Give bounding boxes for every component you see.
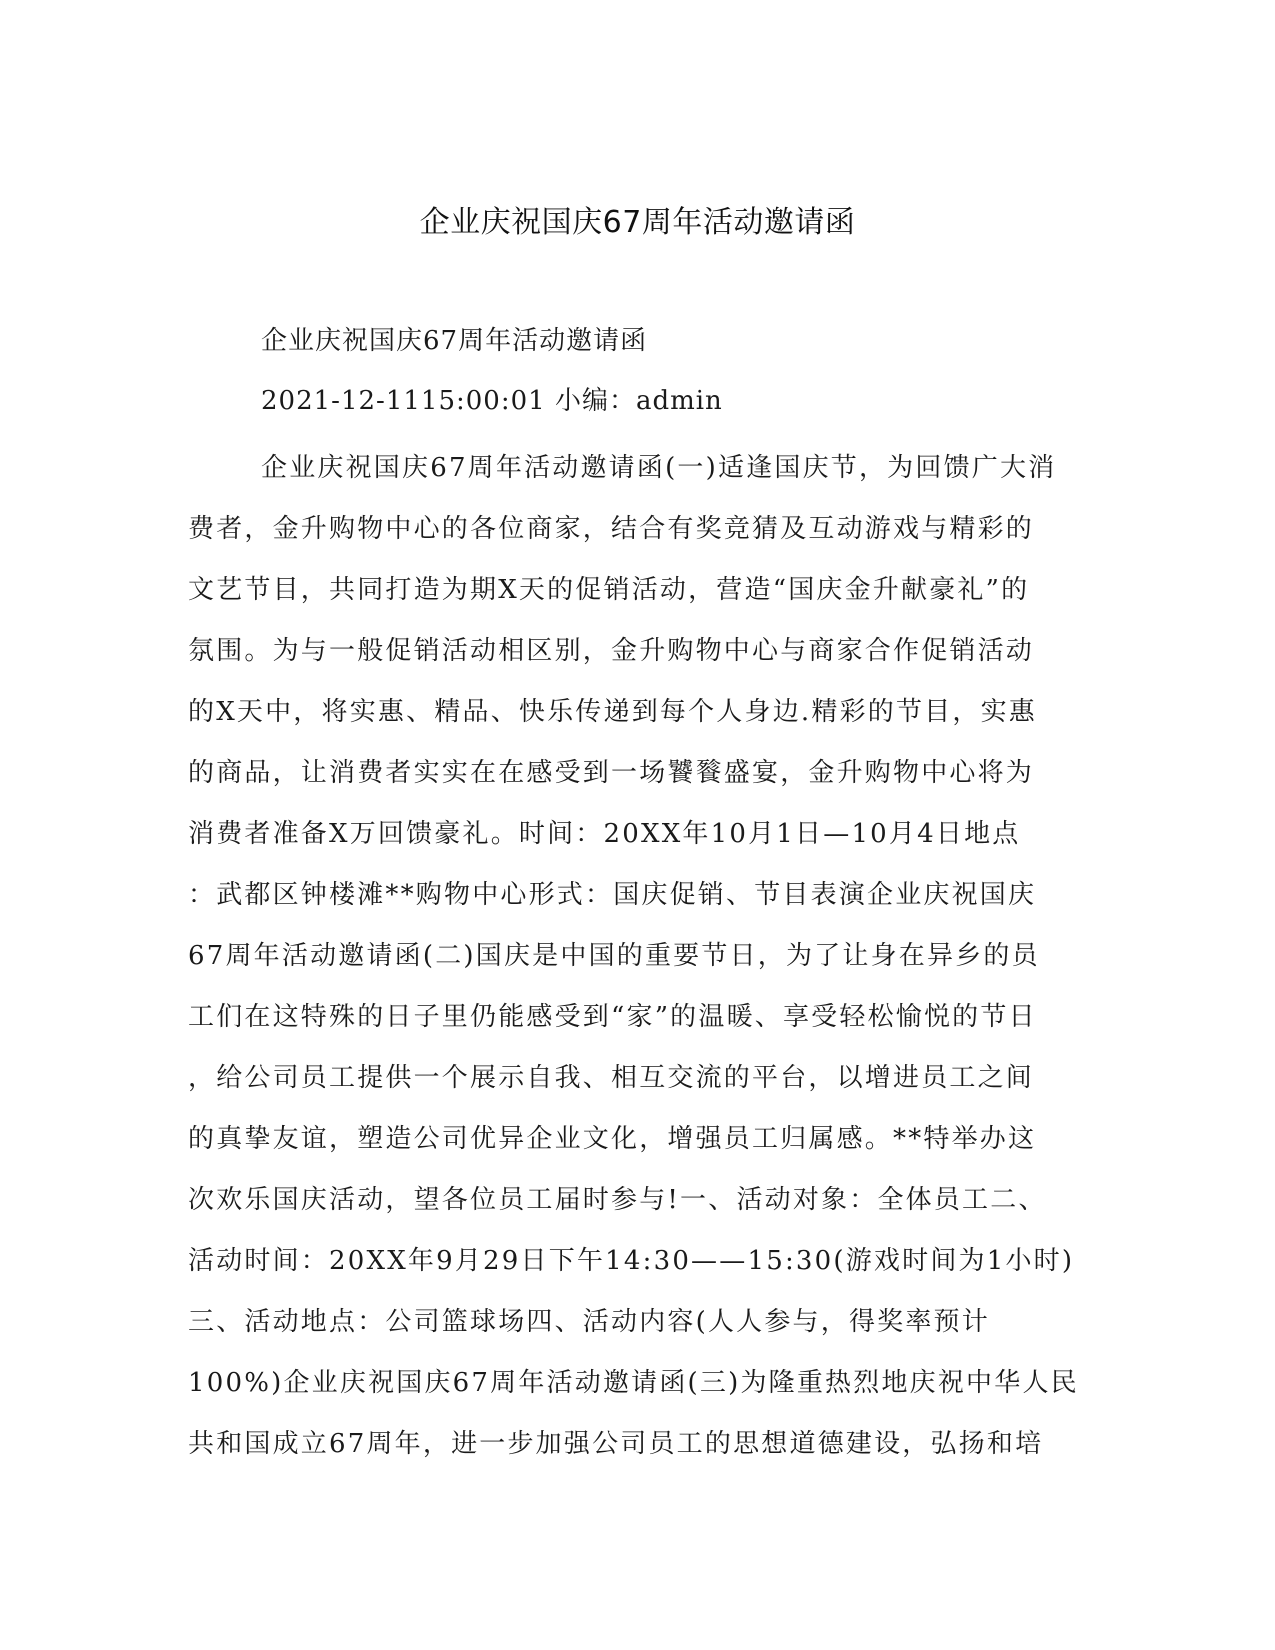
date-author-line: 2021-12-1115:00:01 小编：admin xyxy=(261,386,723,416)
body-line: 次欢乐国庆活动，望各位员工届时参与!一、活动对象：全体员工二、 xyxy=(188,1185,1047,1215)
body-line: ：武都区钟楼滩**购物中心形式：国庆促销、节目表演企业庆祝国庆 xyxy=(188,880,1037,910)
body-line: 的真挚友谊，塑造公司优异企业文化，增强员工归属感。**特举办这 xyxy=(188,1124,1037,1154)
body-line: 费者，金升购物中心的各位商家，结合有奖竞猜及互动游戏与精彩的 xyxy=(188,514,1035,544)
body-line: 企业庆祝国庆67周年活动邀请函(一)适逢国庆节，为回馈广大消 xyxy=(261,453,1057,483)
body-line: 的商品，让消费者实实在在感受到一场饕餮盛宴，金升购物中心将为 xyxy=(188,758,1035,788)
body-line: 67周年活动邀请函(二)国庆是中国的重要节日，为了让身在异乡的员 xyxy=(188,941,1040,971)
body-text xyxy=(188,438,1079,1475)
body-line: 工们在这特殊的日子里仍能感受到“家”的温暖、享受轻松愉悦的节日 xyxy=(188,1002,1037,1032)
document-title: 企业庆祝国庆67周年活动邀请函 xyxy=(419,205,856,240)
document-subtitle: 企业庆祝国庆67周年活动邀请函 xyxy=(261,326,648,356)
body-line: 共和国成立67周年，进一步加强公司员工的思想道德建设，弘扬和培 xyxy=(188,1429,1044,1459)
body-line: 的X天中，将实惠、精品、快乐传递到每个人身边.精彩的节目，实惠 xyxy=(188,697,1037,727)
body-line: 文艺节目，共同打造为期X天的促销活动，营造“国庆金升献豪礼”的 xyxy=(188,575,1030,605)
body-line: 三、活动地点：公司篮球场四、活动内容(人人参与，得奖率预计 xyxy=(188,1307,990,1337)
body-line: 氛围。为与一般促销活动相区别，金升购物中心与商家合作促销活动 xyxy=(188,636,1035,666)
body-line: 100%)企业庆祝国庆67周年活动邀请函(三)为隆重热烈地庆祝中华人民 xyxy=(188,1368,1079,1398)
body-line: 消费者准备X万回馈豪礼。时间：20XX年10月1日—10月4日地点 xyxy=(188,819,1021,849)
body-line: ，给公司员工提供一个展示自我、相互交流的平台，以增进员工之间 xyxy=(188,1063,1035,1093)
body-line: 活动时间：20XX年9月29日下午14:30——15:30(游戏时间为1小时) xyxy=(188,1246,1075,1276)
